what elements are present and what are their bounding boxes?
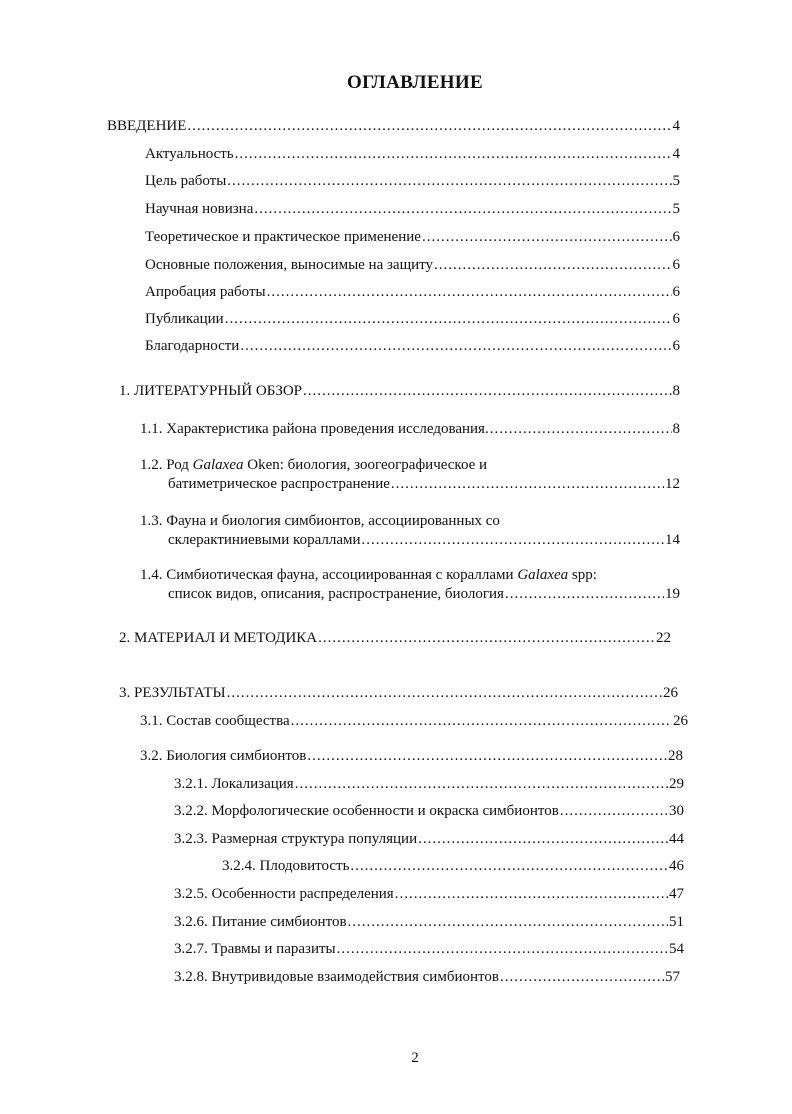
toc-leader bbox=[254, 200, 671, 219]
toc-leader bbox=[418, 830, 668, 849]
toc-entry-1-1 bbox=[140, 420, 680, 439]
toc-page: 6 bbox=[672, 284, 680, 300]
toc-entry-1-4 bbox=[140, 566, 680, 604]
toc-label: 3.2.2. Морфологические особенности и окраска симбионтов bbox=[174, 803, 559, 819]
toc-line-2 bbox=[140, 585, 680, 604]
toc-label: 3.2.8. Внутривидовые взаимодействия симбионтов bbox=[174, 969, 499, 985]
toc-label: Благодарности bbox=[145, 338, 240, 354]
toc-line-1 bbox=[140, 512, 680, 531]
toc-label-part: Oken: биология, зоогеографическое и bbox=[243, 457, 488, 473]
toc-page: 22 bbox=[656, 630, 671, 646]
toc-label: 3.2.6. Питание симбионтов bbox=[174, 914, 347, 930]
toc-entry-novelty bbox=[145, 200, 680, 219]
toc-leader bbox=[227, 684, 662, 703]
toc-label: 3.2.7. Травмы и паразиты bbox=[174, 941, 336, 957]
toc-page: 5 bbox=[672, 173, 680, 189]
toc-genus: Galaxea bbox=[517, 567, 569, 583]
toc-entry-3-2-7 bbox=[174, 940, 684, 959]
toc-label: Научная новизна bbox=[145, 201, 254, 217]
toc-label: Цель работы bbox=[145, 173, 227, 189]
toc-entry-goal bbox=[145, 172, 680, 191]
toc-label: 2. МАТЕРИАЛ И МЕТОДИКА bbox=[119, 630, 318, 646]
toc-entry-3-2-6 bbox=[174, 913, 684, 932]
toc-entry-ch3 bbox=[119, 684, 678, 703]
toc-leader bbox=[337, 940, 668, 959]
toc-leader bbox=[350, 857, 668, 876]
toc-label: Актуальность bbox=[145, 146, 234, 162]
toc-page: 30 bbox=[669, 803, 684, 819]
toc-entry-1-3 bbox=[140, 512, 680, 550]
toc-leader bbox=[235, 145, 672, 164]
toc-page: 19 bbox=[665, 586, 680, 602]
page-title: ОГЛАВЛЕНИЕ bbox=[347, 72, 483, 93]
toc-leader bbox=[295, 775, 668, 794]
toc-label: 3.2.5. Особенности распределения bbox=[174, 886, 394, 902]
toc-label: 3.2.3. Размерная структура популяции bbox=[174, 831, 418, 847]
toc-label: ВВЕДЕНИЕ bbox=[107, 118, 187, 134]
toc-entry-3-2-5 bbox=[174, 885, 684, 904]
toc-genus: Galaxea bbox=[192, 457, 244, 473]
toc-leader bbox=[500, 968, 664, 987]
toc-label: 1. ЛИТЕРАТУРНЫЙ ОБЗОР bbox=[119, 383, 303, 399]
toc-entry-acknowledgements bbox=[145, 337, 680, 356]
toc-leader bbox=[303, 382, 671, 401]
toc-page: 51 bbox=[669, 914, 684, 930]
toc-page: 46 bbox=[669, 858, 684, 874]
toc-page: 29 bbox=[669, 776, 684, 792]
toc-label: Теоретическое и практическое применение bbox=[145, 229, 421, 245]
toc-page: 54 bbox=[669, 941, 684, 957]
toc-page: 26 bbox=[673, 713, 688, 729]
toc-page: 14 bbox=[665, 532, 680, 548]
toc-page: 4 bbox=[672, 146, 680, 162]
toc-leader bbox=[225, 310, 672, 329]
toc-leader bbox=[227, 172, 671, 191]
toc-page: 6 bbox=[672, 257, 680, 273]
toc-leader bbox=[187, 117, 671, 136]
toc-label: 3.1. Состав сообщества bbox=[140, 713, 290, 729]
toc-label: 3.2. Биология симбионтов bbox=[140, 748, 307, 764]
toc-label-part: 1.4. Симбиотическая фауна, ассоциированная с кораллами bbox=[140, 567, 518, 583]
toc-page: 5 bbox=[672, 201, 680, 217]
toc-page: 12 bbox=[665, 476, 680, 492]
toc-entry-ch1 bbox=[119, 382, 680, 401]
toc-label-part: 1.2. Род bbox=[140, 457, 193, 473]
toc-page: 6 bbox=[672, 311, 680, 327]
toc-entry-3-2-1 bbox=[174, 775, 684, 794]
toc-entry-3-2-8 bbox=[174, 968, 680, 987]
toc-leader bbox=[348, 913, 668, 932]
toc-entry-theses bbox=[145, 256, 680, 275]
toc-page: 47 bbox=[669, 886, 684, 902]
toc-page: 6 bbox=[672, 229, 680, 245]
toc-entry-application bbox=[145, 228, 680, 247]
toc-label: 3. РЕЗУЛЬТАТЫ bbox=[119, 685, 226, 701]
toc-page: 28 bbox=[668, 748, 683, 764]
toc-entry-publications bbox=[145, 310, 680, 329]
toc-entry-3-1 bbox=[140, 712, 688, 731]
toc-line-2 bbox=[140, 531, 680, 550]
toc-leader bbox=[291, 712, 672, 731]
toc-line-2 bbox=[140, 475, 680, 494]
toc-leader bbox=[391, 475, 664, 494]
toc-page: 6 bbox=[672, 338, 680, 354]
toc-page: 8 bbox=[672, 421, 680, 437]
toc-entry-3-2-4 bbox=[222, 857, 684, 876]
toc-page: 8 bbox=[672, 383, 680, 399]
toc-label-part: 1.3. Фауна и биология симбионтов, ассоциированных со bbox=[140, 513, 500, 529]
toc-line-1 bbox=[140, 566, 680, 585]
toc-entry-3-2-3 bbox=[174, 830, 684, 849]
toc-label: 3.2.4. Плодовитость bbox=[222, 858, 350, 874]
toc-entry-ch2 bbox=[119, 629, 671, 648]
toc-page: 57 bbox=[665, 969, 680, 985]
toc-line-1 bbox=[140, 456, 680, 475]
toc-label: список видов, описания, распространение, биология bbox=[168, 586, 504, 602]
toc-label: Основные положения, выносимые на защиту bbox=[145, 257, 434, 273]
toc-leader bbox=[560, 802, 668, 821]
toc-page: 44 bbox=[669, 831, 684, 847]
toc-leader bbox=[434, 256, 671, 275]
toc-leader bbox=[395, 885, 668, 904]
toc-leader bbox=[307, 747, 667, 766]
toc-leader bbox=[505, 585, 664, 604]
toc-leader bbox=[362, 531, 664, 550]
toc-label: Публикации bbox=[145, 311, 224, 327]
toc-page: 4 bbox=[672, 118, 680, 134]
toc-entry-1-2 bbox=[140, 456, 680, 494]
toc-entry-3-2 bbox=[140, 747, 683, 766]
toc-entry-3-2-2 bbox=[174, 802, 684, 821]
toc-leader bbox=[240, 337, 671, 356]
toc-entry-relevance bbox=[145, 145, 680, 164]
toc-label: склерактиниевыми кораллами bbox=[168, 532, 361, 548]
toc-leader bbox=[267, 283, 672, 302]
toc-leader bbox=[422, 228, 672, 247]
toc-label: 1.1. Характеристика района проведения исследования. bbox=[140, 421, 489, 437]
toc-entry-approbation bbox=[145, 283, 680, 302]
toc-label: батиметрическое распространение bbox=[168, 476, 390, 492]
toc-leader bbox=[318, 629, 655, 648]
toc-entry-intro bbox=[107, 117, 680, 136]
page-number: 2 bbox=[411, 1050, 419, 1066]
toc-label: Апробация работы bbox=[145, 284, 266, 300]
toc-page: 26 bbox=[663, 685, 678, 701]
toc-leader bbox=[490, 420, 672, 439]
toc-label: 3.2.1. Локализация bbox=[174, 776, 294, 792]
toc-label-part: spp: bbox=[568, 567, 597, 583]
